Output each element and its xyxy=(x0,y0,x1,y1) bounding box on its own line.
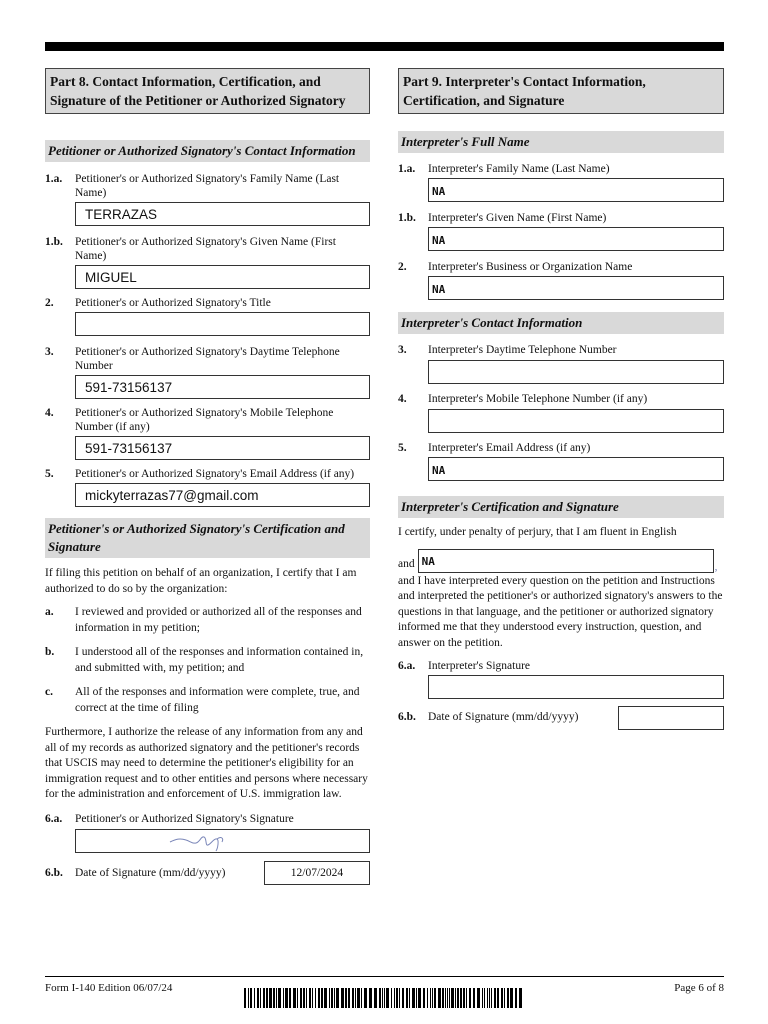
barcode-bar xyxy=(315,988,316,1008)
barcode-bar xyxy=(382,988,383,1008)
interpreter-certification-heading: Interpreter's Certification and Signature xyxy=(398,496,724,518)
interpreter-signature-date-field[interactable] xyxy=(618,706,724,730)
language-field[interactable]: NA xyxy=(418,549,714,573)
barcode-bar xyxy=(463,988,465,1008)
interp-item-3: 3. Interpreter's Daytime Telephone Number xyxy=(398,344,617,356)
interpreter-daytime-phone-field[interactable] xyxy=(428,360,724,384)
item-1a: 1.a. Petitioner's or Authorized Signatory's Family Name (Last Name) xyxy=(45,173,340,199)
barcode-bar xyxy=(384,988,385,1008)
barcode-bar xyxy=(331,988,333,1008)
interpreter-cert-line-1: I certify, under penalty of perjury, that I am fluent in English xyxy=(398,526,677,538)
cert-item-b: b. I understood all of the responses and information contained in, and submitted with, my petition; and xyxy=(45,646,364,674)
barcode-bar xyxy=(355,988,356,1008)
petitioner-certification-heading: Petitioner's or Authorized Signatory's Certification and Signature xyxy=(45,518,370,558)
barcode-bar xyxy=(409,988,410,1008)
barcode-bar xyxy=(257,988,259,1008)
language-comma: , xyxy=(714,560,718,573)
petitioner-given-name-field[interactable]: MIGUEL xyxy=(75,265,370,289)
barcode-bar xyxy=(491,988,492,1008)
barcode-bar xyxy=(427,988,428,1008)
petitioner-signature-field[interactable] xyxy=(75,829,370,853)
petitioner-email-field[interactable]: mickyterrazas77@gmail.com xyxy=(75,483,370,507)
interpreter-signature-field[interactable] xyxy=(428,675,724,699)
interpreter-family-name-field[interactable]: NA xyxy=(428,178,724,202)
interp-item-1a: 1.a. Interpreter's Family Name (Last Name) xyxy=(398,163,610,175)
item-5: 5. Petitioner's or Authorized Signatory's Email Address (if any) xyxy=(45,468,355,480)
barcode-bar xyxy=(418,988,421,1008)
barcode-bar xyxy=(504,988,505,1008)
barcode-bar xyxy=(334,988,335,1008)
barcode-bar xyxy=(348,988,350,1008)
top-rule xyxy=(45,42,724,51)
barcode-bar xyxy=(412,988,415,1008)
barcode-bar xyxy=(248,988,249,1008)
barcode-bar xyxy=(341,988,344,1008)
interpreter-given-name-field[interactable]: NA xyxy=(428,227,724,251)
barcode-bar xyxy=(515,988,517,1008)
interp-item-6b: 6.b. Date of Signature (mm/dd/yyyy) xyxy=(398,706,724,730)
barcode-bar xyxy=(312,988,313,1008)
barcode-bar xyxy=(434,988,436,1008)
item-4: 4. Petitioner's or Authorized Signatory's Mobile Telephone Number (if any) xyxy=(45,407,334,433)
and-label: and xyxy=(398,558,415,570)
item-6a: 6.a. Petitioner's or Authorized Signatory's Signature xyxy=(45,812,294,825)
barcode-bar xyxy=(487,988,488,1008)
interpreter-email-field[interactable]: NA xyxy=(428,457,724,481)
barcode-bar xyxy=(507,988,509,1008)
barcode-bar xyxy=(300,988,302,1008)
barcode-bar xyxy=(432,988,433,1008)
part-9-heading: Part 9. Interpreter's Contact Information, Certification, and Signature xyxy=(398,68,724,114)
barcode-bar xyxy=(324,988,327,1008)
barcode-bar xyxy=(321,988,323,1008)
barcode-bar xyxy=(460,988,462,1008)
cert-item-c: c. All of the responses and information were complete, true, and correct at the time of filing xyxy=(45,686,360,714)
barcode-bar xyxy=(254,988,255,1008)
barcode-bar xyxy=(269,988,272,1008)
barcode-bar xyxy=(501,988,503,1008)
interpreter-business-name-field[interactable]: NA xyxy=(428,276,724,300)
barcode-bar xyxy=(391,988,392,1008)
barcode-bar xyxy=(289,988,291,1008)
part-9-column xyxy=(398,68,724,730)
barcode-bar xyxy=(329,988,330,1008)
barcode-bar xyxy=(309,988,311,1008)
barcode-bar xyxy=(442,988,444,1008)
part-8-heading: Part 8. Contact Information, Certification, and Signature of the Petitioner or Authorized Signatory xyxy=(45,68,370,114)
handwritten-signature xyxy=(168,830,238,852)
barcode-bar xyxy=(484,988,485,1008)
petitioner-family-name-field[interactable]: TERRAZAS xyxy=(75,202,370,226)
petitioner-contact-heading: Petitioner or Authorized Signatory's Contact Information xyxy=(45,140,370,162)
barcode-bar xyxy=(297,988,298,1008)
barcode-bar xyxy=(489,988,490,1008)
page-footer xyxy=(45,976,724,994)
barcode-bar xyxy=(364,988,367,1008)
barcode-bar xyxy=(374,988,377,1008)
barcode-bar xyxy=(283,988,284,1008)
barcode-bar xyxy=(449,988,450,1008)
barcode-bar xyxy=(263,988,265,1008)
release-authorization: Furthermore, I authorize the release of any information from any and all of my records as authorized signatory and the petitioner's records that USCIS may need to determine the petitioner's eligibility for an immigration request and to other entities and persons where necessary for the administration and enforcement of U.S. immigration law. xyxy=(45,726,368,800)
barcode xyxy=(244,988,576,1008)
interpreter-cert-text: and I have interpreted every question on the petition and Instructions and interpreted the petitioner's or authorized signatory's answers to the questions in that language, and the petitioner or authorized signatory informed me that they understood every instruction, question, and answer on the petition. xyxy=(398,574,723,649)
barcode-bar xyxy=(361,988,362,1008)
item-3: 3. Petitioner's or Authorized Signatory's Daytime Telephone Number xyxy=(45,346,340,372)
barcode-bar xyxy=(423,988,425,1008)
barcode-bar xyxy=(244,988,246,1008)
barcode-bar xyxy=(357,988,360,1008)
interp-item-2: 2. Interpreter's Business or Organization Name xyxy=(398,261,633,273)
language-row xyxy=(398,549,724,573)
barcode-bar xyxy=(276,988,277,1008)
barcode-bar xyxy=(352,988,354,1008)
barcode-bar xyxy=(278,988,281,1008)
barcode-bar xyxy=(477,988,480,1008)
barcode-bar xyxy=(318,988,320,1008)
interp-item-1b: 1.b. Interpreter's Given Name (First Name) xyxy=(398,212,607,224)
barcode-bar xyxy=(396,988,398,1008)
barcode-bar xyxy=(402,988,404,1008)
item-2: 2. Petitioner's or Authorized Signatory's Title xyxy=(45,297,271,309)
barcode-bar xyxy=(494,988,496,1008)
barcode-bar xyxy=(266,988,268,1008)
interp-item-5: 5. Interpreter's Email Address (if any) xyxy=(398,442,591,454)
petitioner-mobile-phone-field[interactable]: 591-73156137 xyxy=(75,436,370,460)
barcode-bar xyxy=(345,988,347,1008)
barcode-bar xyxy=(438,988,441,1008)
petitioner-signature-date-field[interactable]: 12/07/2024 xyxy=(264,861,370,885)
interpreter-mobile-phone-field[interactable] xyxy=(428,409,724,433)
barcode-bar xyxy=(250,988,252,1008)
certification-intro: If filing this petition on behalf of an organization, I certify that I am authorized to do so by the organization: xyxy=(45,567,357,595)
item-6b: 6.b. Date of Signature (mm/dd/yyyy) 12/07/2024 xyxy=(45,861,370,885)
part-8-column xyxy=(45,68,370,885)
barcode-bar xyxy=(457,988,459,1008)
barcode-bar xyxy=(399,988,400,1008)
barcode-bar xyxy=(469,988,471,1008)
barcode-bar xyxy=(306,988,307,1008)
barcode-bar xyxy=(455,988,456,1008)
barcode-bar xyxy=(260,988,261,1008)
barcode-bar xyxy=(451,988,454,1008)
interpreter-full-name-heading: Interpreter's Full Name xyxy=(398,131,724,153)
barcode-bar xyxy=(447,988,448,1008)
barcode-bar xyxy=(519,988,522,1008)
interp-item-4: 4. Interpreter's Mobile Telephone Number (if any) xyxy=(398,393,648,405)
barcode-bar xyxy=(497,988,499,1008)
barcode-bar xyxy=(379,988,381,1008)
barcode-bar xyxy=(394,988,395,1008)
form-edition: Form I-140 Edition 06/07/24 xyxy=(45,982,173,994)
petitioner-daytime-phone-field[interactable]: 591-73156137 xyxy=(75,375,370,399)
barcode-bar xyxy=(285,988,288,1008)
barcode-bar xyxy=(510,988,513,1008)
interp-item-6a: 6.a. Interpreter's Signature xyxy=(398,660,531,672)
barcode-bar xyxy=(369,988,372,1008)
barcode-bar xyxy=(273,988,275,1008)
interpreter-contact-heading: Interpreter's Contact Information xyxy=(398,312,724,334)
barcode-bar xyxy=(430,988,431,1008)
barcode-bar xyxy=(386,988,389,1008)
barcode-bar xyxy=(473,988,475,1008)
cert-item-a: a. I reviewed and provided or authorized all of the responses and information in my petition; xyxy=(45,606,362,634)
barcode-bar xyxy=(416,988,417,1008)
item-1b: 1.b. Petitioner's or Authorized Signatory's Given Name (First Name) xyxy=(45,236,336,262)
barcode-bar xyxy=(445,988,446,1008)
page-number: Page 6 of 8 xyxy=(674,982,724,994)
petitioner-title-field[interactable] xyxy=(75,312,370,336)
barcode-bar xyxy=(466,988,467,1008)
barcode-bar xyxy=(293,988,296,1008)
barcode-bar xyxy=(406,988,408,1008)
barcode-bar xyxy=(482,988,483,1008)
barcode-bar xyxy=(336,988,339,1008)
barcode-bar xyxy=(303,988,305,1008)
